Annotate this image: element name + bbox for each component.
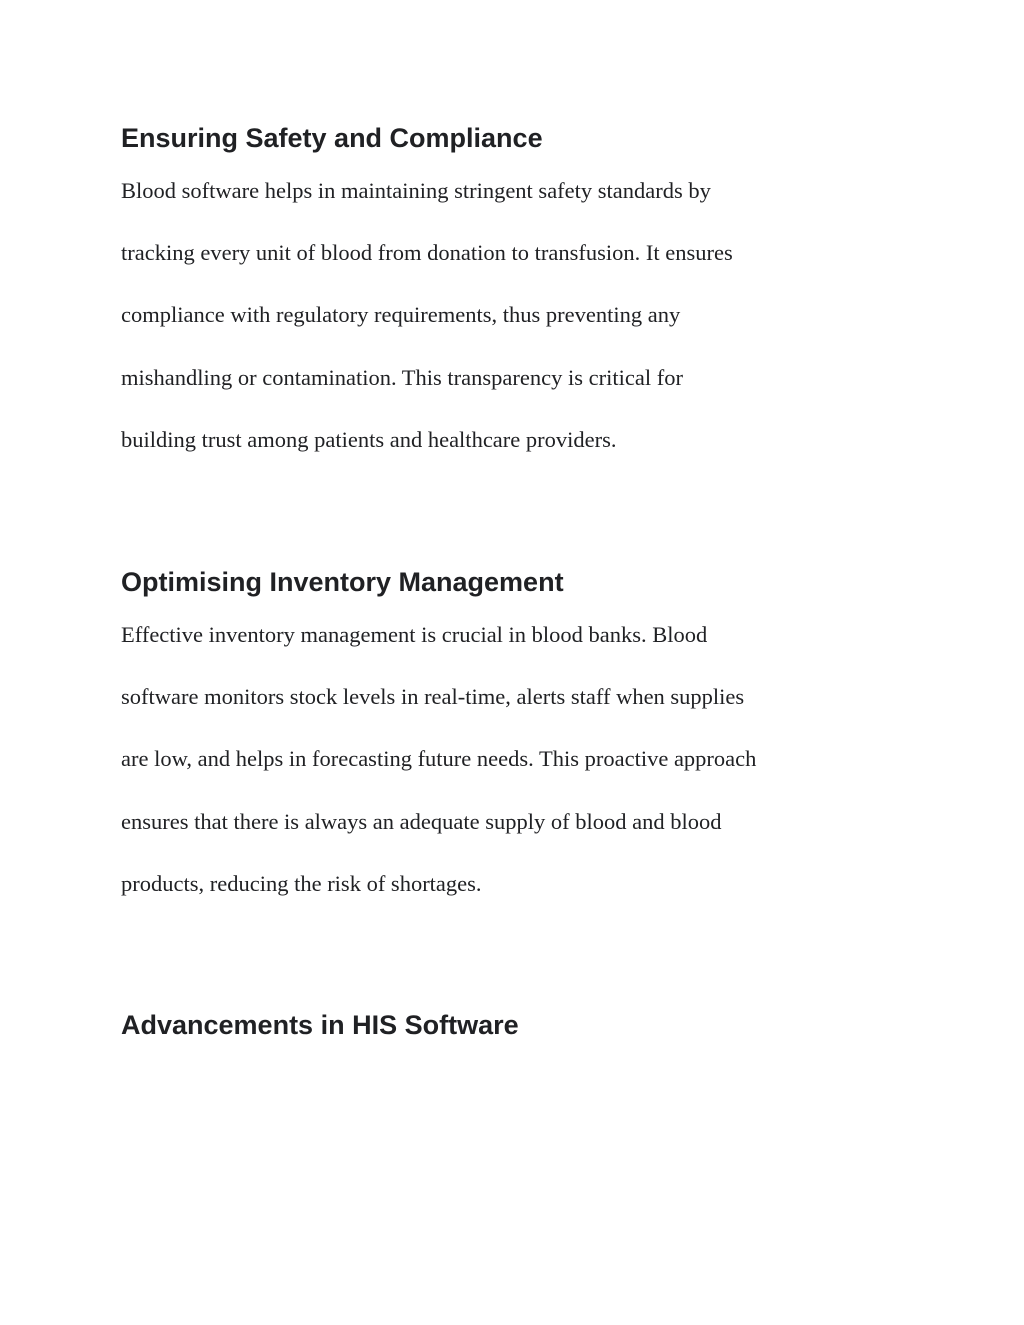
- paragraph-line: ensures that there is always an adequate supply of blood and blood: [121, 808, 722, 834]
- section-heading-safety-compliance: Ensuring Safety and Compliance: [121, 123, 543, 153]
- paragraph-line: are low, and helps in forecasting future needs. This proactive approach: [121, 746, 757, 772]
- paragraph-line: Effective inventory management is crucial in blood banks. Blood: [121, 622, 708, 647]
- section-paragraph-safety-compliance: [121, 176, 921, 487]
- paragraph-line: software monitors stock levels in real-time, alerts staff when supplies: [121, 684, 745, 710]
- paragraph-line: building trust among patients and healthcare providers.: [121, 426, 617, 452]
- paragraph-line: Blood software helps in maintaining stringent safety standards by: [121, 178, 711, 203]
- paragraph-line: compliance with regulatory requirements, thus preventing any: [121, 302, 681, 328]
- section-heading-his-software: Advancements in HIS Software: [121, 1010, 519, 1040]
- paragraph-line: mishandling or contamination. This transparency is critical for: [121, 364, 683, 390]
- section-paragraph-inventory-management: [121, 620, 921, 931]
- paragraph-line: products, reducing the risk of shortages.: [121, 870, 482, 896]
- section-heading-inventory-management: Optimising Inventory Management: [121, 567, 564, 597]
- paragraph-line: tracking every unit of blood from donation to transfusion. It ensures: [121, 240, 733, 266]
